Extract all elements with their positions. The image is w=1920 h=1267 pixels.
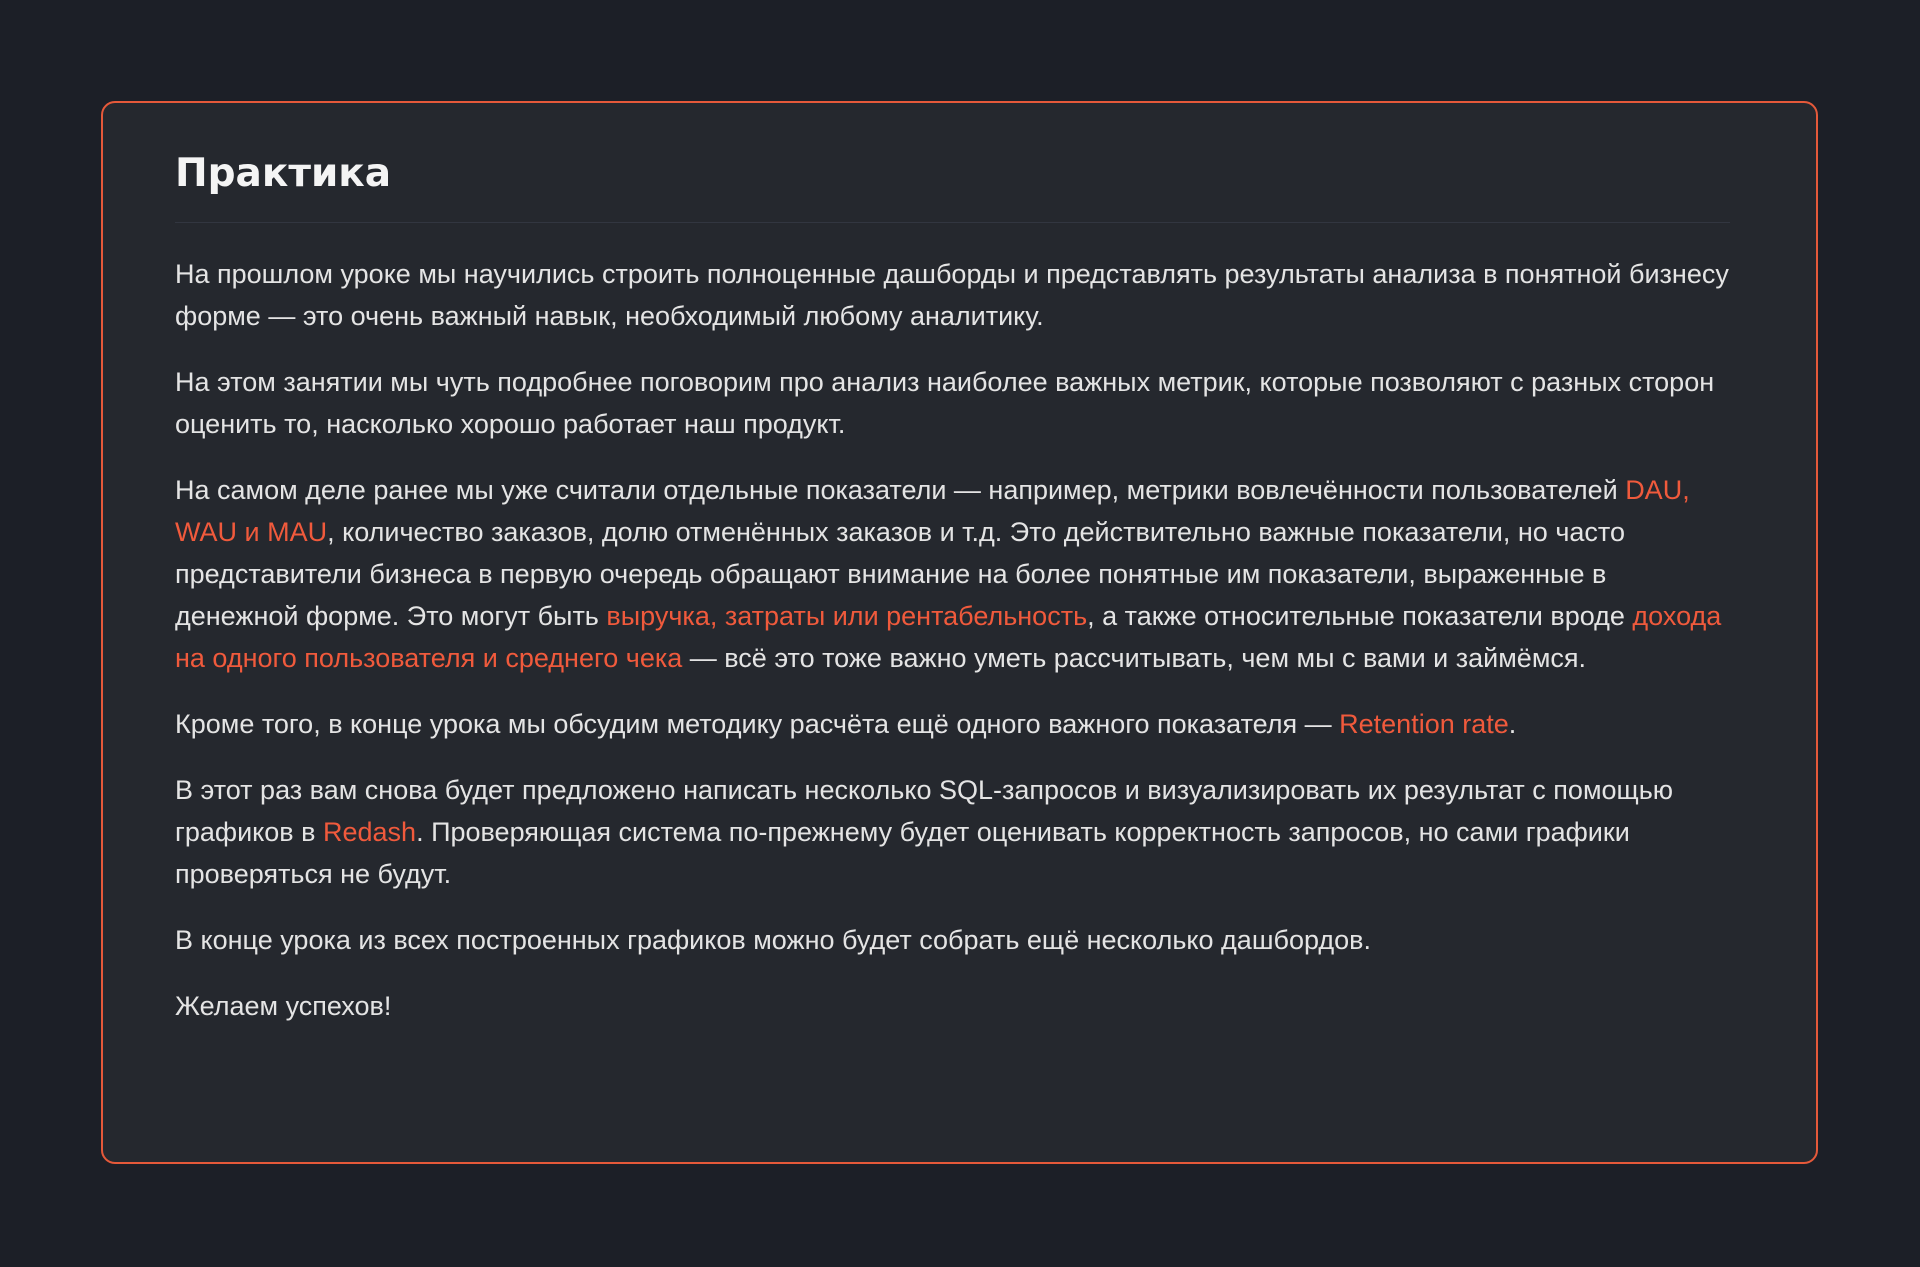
paragraph-text: В конце урока из всех построенных графиков можно будет собрать ещё несколько дашбордов. bbox=[175, 925, 1371, 955]
paragraph bbox=[175, 361, 1730, 445]
paragraph-text: В этот раз вам снова будет предложено написать несколько SQL-запросов и визуализировать их результат с помощью графиков в bbox=[175, 775, 1674, 847]
card-body bbox=[175, 253, 1730, 1027]
paragraph-text: На самом деле ранее мы уже считали отдельные показатели — например, метрики вовлечённости пользователей bbox=[175, 475, 1626, 505]
paragraph-text: Желаем успехов! bbox=[175, 991, 392, 1021]
inline-link[interactable]: Retention rate bbox=[1339, 709, 1509, 739]
paragraph-text: На этом занятии мы чуть подробнее поговорим про анализ наиболее важных метрик, которые позволяют с разных сторон оценить то, насколько хорошо работает наш продукт. bbox=[175, 367, 1715, 439]
inline-link[interactable]: DAU, WAU и MAU bbox=[175, 475, 1690, 547]
inline-link[interactable]: выручка, затраты или рентабельность bbox=[606, 601, 1088, 631]
paragraph-text: Кроме того, в конце урока мы обсудим методику расчёта ещё одного важного показателя — bbox=[175, 709, 1340, 739]
paragraph-text: На прошлом уроке мы научились строить полноценные дашборды и представлять результаты анализа в понятной бизнесу форме — это очень важный навык, необходимый любому аналитику. bbox=[175, 259, 1729, 331]
paragraph-text: . Проверяющая система по-прежнему будет оценивать корректность запросов, но сами графики проверяться не будут. bbox=[175, 817, 1630, 889]
card-title: Практика bbox=[175, 151, 392, 196]
paragraph-text: . bbox=[1508, 709, 1517, 739]
paragraph bbox=[175, 469, 1730, 679]
practice-card bbox=[101, 101, 1818, 1164]
paragraph bbox=[175, 253, 1730, 337]
paragraph bbox=[175, 919, 1730, 961]
paragraph-text: , а также относительные показатели вроде bbox=[1087, 601, 1633, 631]
paragraph bbox=[175, 769, 1730, 895]
title-divider bbox=[175, 222, 1730, 223]
paragraph bbox=[175, 703, 1730, 745]
inline-link[interactable]: дохода на одного пользователя и среднего чека bbox=[175, 601, 1722, 673]
inline-link[interactable]: Redash bbox=[323, 817, 417, 847]
paragraph-text: — всё это тоже важно уметь рассчитывать, чем мы с вами и займёмся. bbox=[682, 643, 1587, 673]
paragraph-text: , количество заказов, долю отменённых заказов и т.д. Это действительно важные показатели, но часто представители бизнеса в первую очередь обращают внимание на более понятные им показатели, выраженные в денежной форме. Это могут быть bbox=[175, 517, 1625, 631]
paragraph bbox=[175, 985, 1730, 1027]
